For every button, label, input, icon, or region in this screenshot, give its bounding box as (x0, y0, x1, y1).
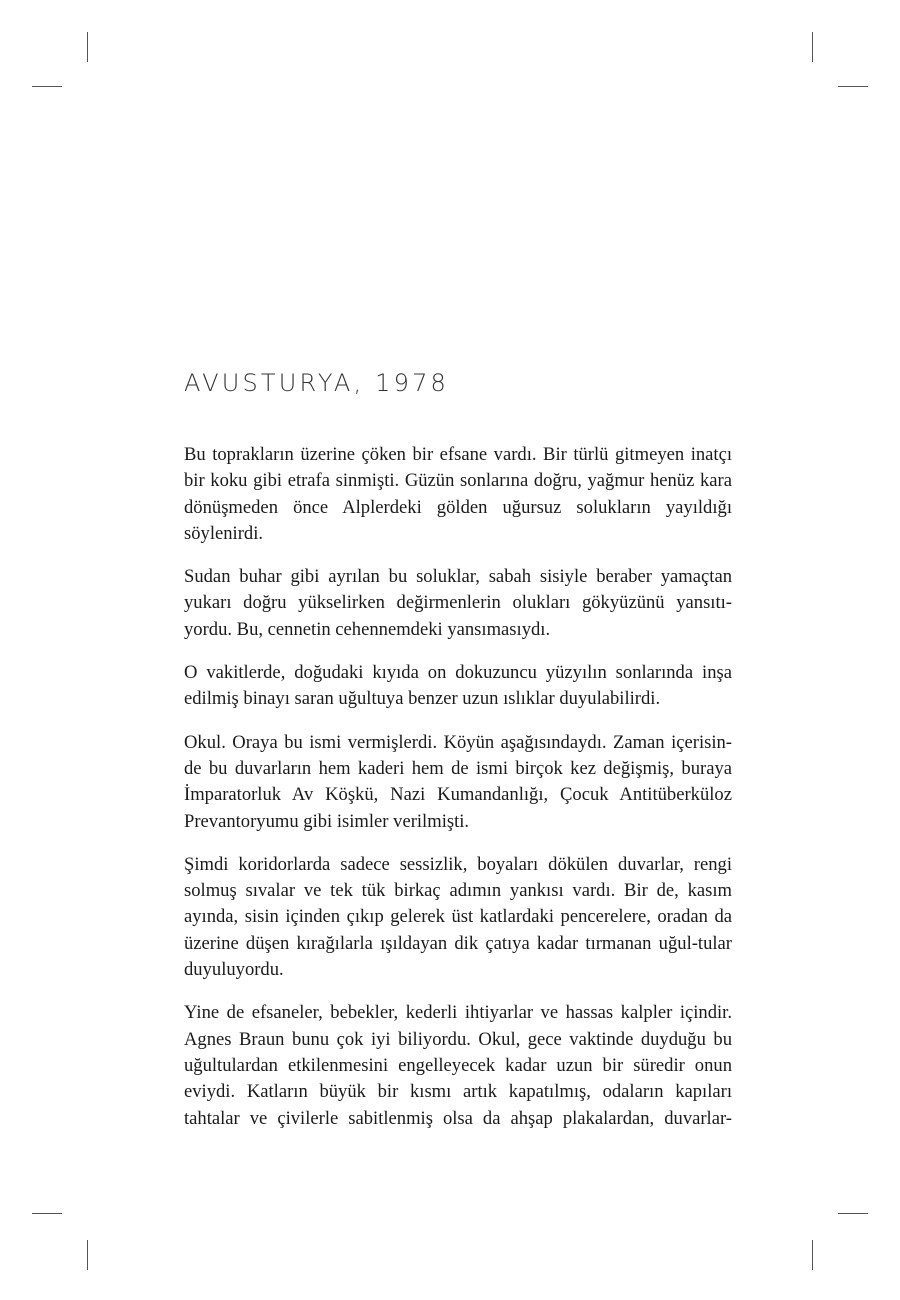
crop-mark-top-left-vertical (87, 32, 88, 62)
paragraph: Yine de efsaneler, bebekler, kederli ihtiyarlar ve hassas kalpler içindir. Agnes Braun bunu çok iyi biliyordu. Okul, gece vaktinde duyduğu bu uğultulardan etkilenmesini engelleyecek kadar uzun bir süredir onun eviydi. Katların büyük bir kısmı artık kapatılmış, odaların kapıları tahtalar ve çivilerle sabitlenmiş olsa da ahşap plakalardan, duvarlar- (184, 1002, 732, 1129)
body-text (184, 442, 732, 1149)
crop-mark-top-right-horizontal (838, 86, 868, 87)
chapter-heading: AVUSTURYA, 1978 (184, 369, 450, 397)
paragraph: Bu toprakların üzerine çöken bir efsane vardı. Bir türlü gitmeyen inatçı bir koku gibi etrafa sinmişti. Güzün sonlarına doğru, yağmur henüz kara dönüşmeden önce Alplerdeki gölden uğursuz solukların yayıldığı söylenirdi. (184, 444, 732, 544)
paragraph: Sudan buhar gibi ayrılan bu soluklar, sabah sisiyle beraber yamaçtan yukarı doğru yükselirken değirmenlerin olukları gökyüzünü yansıtı-yordu. Bu, cennetin cehennemdeki yansımasıydı. (184, 566, 732, 640)
crop-mark-bottom-right-horizontal (838, 1213, 868, 1214)
paragraph: Şimdi koridorlarda sadece sessizlik, boyaları dökülen duvarlar, rengi solmuş sıvalar ve tek tük birkaç adımın yankısı vardı. Bir de, kasım ayında, sisin içinden çıkıp gelerek üst katlardaki pencerelere, oradan da üzerine düşen kırağılarla ışıldayan dik çatıya kadar tırmanan uğul-tular duyuluyordu. (184, 853, 732, 981)
paragraph: O vakitlerde, doğudaki kıyıda on dokuzuncu yüzyılın sonlarında inşa edilmiş binayı saran uğultuya benzer uzun ıslıklar duyulabilirdi. (184, 662, 732, 710)
crop-mark-bottom-right-vertical (812, 1240, 813, 1270)
crop-mark-bottom-left-vertical (87, 1240, 88, 1270)
crop-mark-top-left-horizontal (32, 86, 62, 87)
crop-mark-bottom-left-horizontal (32, 1213, 62, 1214)
crop-mark-top-right-vertical (812, 32, 813, 62)
paragraph: Okul. Oraya bu ismi vermişlerdi. Köyün aşağısındaydı. Zaman içerisin-de bu duvarların hem kaderi hem de ismi birçok kez değişmiş, buraya İmparatorluk Av Köşkü, Nazi Kumandanlığı, Çocuk Antitüberküloz Prevantoryumu gibi isimler verilmişti. (184, 731, 732, 832)
